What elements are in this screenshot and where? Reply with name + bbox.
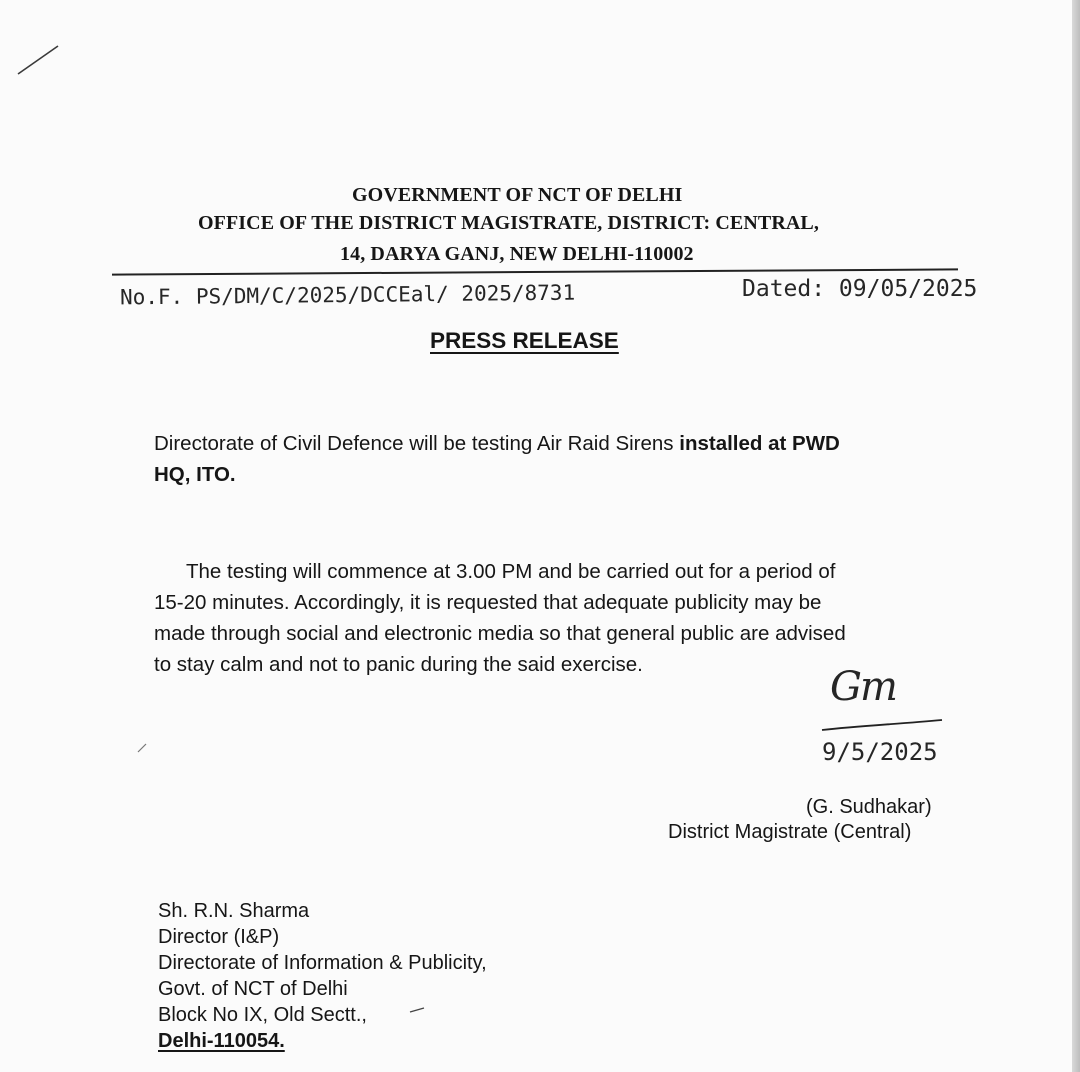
para1-bold-location: HQ, ITO. [154,463,236,486]
page-title: PRESS RELEASE [430,328,619,353]
signatory-name: (G. Sudhakar) [806,796,932,818]
header-address: 14, DARYA GANJ, NEW DELHI-110002 [340,243,694,265]
header-government: GOVERNMENT OF NCT OF DELHI [352,184,683,206]
signature-initials: Gm [830,664,896,710]
para1-bold-text: installed at PWD [679,432,840,455]
reference-date: Dated: 09/05/2025 [742,276,978,302]
pen-stroke-mark [14,42,62,78]
para2-line: to stay calm and not to panic during the said exercise. [154,653,643,676]
body-paragraph-1 [154,428,840,490]
header-office: OFFICE OF THE DISTRICT MAGISTRATE, DISTRICT: CENTRAL, [198,212,819,234]
reference-number: No.F. PS/DM/C/2025/DCCEal/ 2025/8731 [119,280,576,310]
para2-line: 15-20 minutes. Accordingly, it is requested that adequate publicity may be [154,591,822,614]
signature-date: 9/5/2025 [822,738,938,766]
body-paragraph-2 [154,556,846,680]
header-divider [112,268,958,275]
para2-line: made through social and electronic media so that general public are advised [154,622,846,645]
stray-pen-mark [136,740,150,754]
addressee-line: Directorate of Information & Publicity, [158,952,487,974]
addressee-line: Sh. R.N. Sharma [158,900,310,922]
addressee-line: Block No IX, Old Sectt., [158,1004,367,1026]
signatory-designation: District Magistrate (Central) [668,821,912,843]
addressee-line: Director (I&P) [158,926,280,948]
addressee-line: Govt. of NCT of Delhi [158,978,348,1000]
para2-line: The testing will commence at 3.00 PM and be carried out for a period of [186,560,836,583]
page-edge-shadow [1072,0,1080,1072]
tick-mark [408,1004,428,1016]
para1-text: Directorate of Civil Defence will be testing Air Raid Sirens [154,432,680,455]
addressee-pin: Delhi-110054. [158,1030,285,1052]
